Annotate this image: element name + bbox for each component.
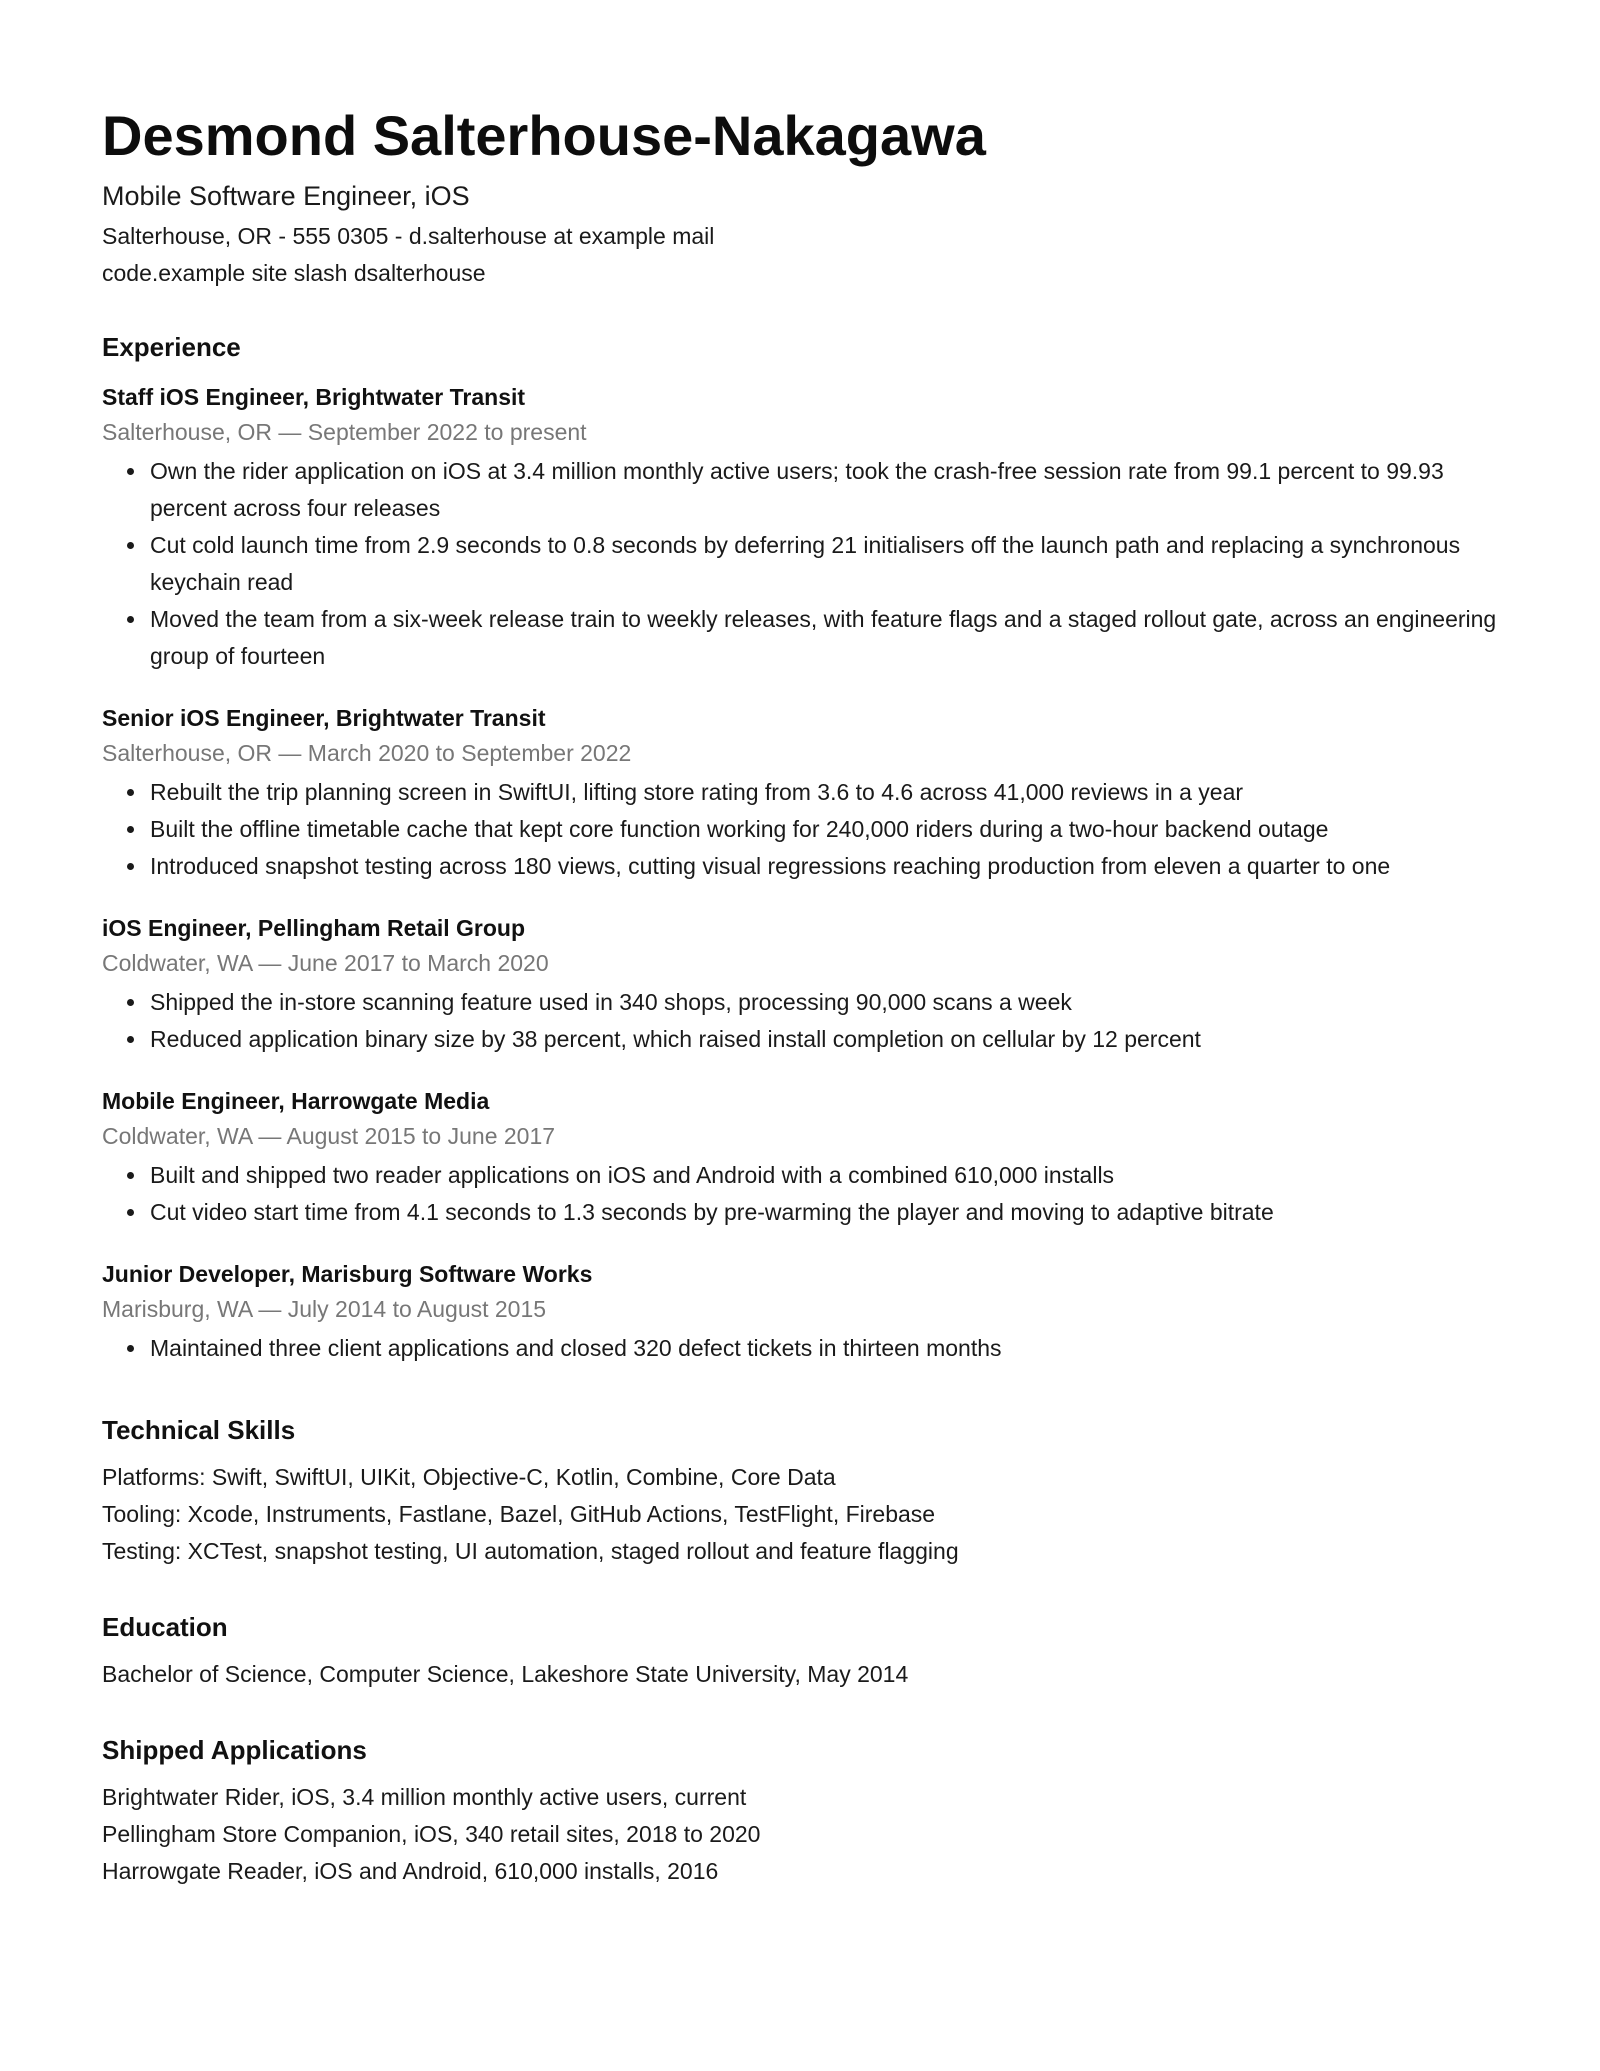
skills-line: Tooling: Xcode, Instruments, Fastlane, Bazel, GitHub Actions, TestFlight, Firebase [102,1501,936,1527]
experience-bullet: • Reduced application binary size by 38 percent, which raised install completion on cellular by 12 percent [148,1021,1520,1058]
contact-info [102,218,1520,292]
education-line: Bachelor of Science, Computer Science, Lakeshore State University, May 2014 [102,1661,909,1687]
experience-entry [102,701,1520,885]
experience-bullet: • Own the rider application on iOS at 3.4 million monthly active users; took the crash-free session rate from 99.1 percent to 99.93 percent across four releases [148,453,1520,527]
experience-bullet: • Built and shipped two reader applications on iOS and Android with a combined 610,000 installs [148,1157,1520,1194]
experience-entry [102,911,1520,1058]
experience-meta: Salterhouse, OR — March 2020 to September 2022 [102,740,632,766]
skills-heading: Technical Skills [102,1415,296,1445]
skills-line: Testing: XCTest, snapshot testing, UI automation, staged rollout and feature flagging [102,1538,959,1564]
experience-meta: Salterhouse, OR — September 2022 to present [102,419,587,445]
experience-title: Mobile Engineer, Harrowgate Media [102,1088,490,1114]
experience-entry [102,1257,1520,1367]
experience-title: Staff iOS Engineer, Brightwater Transit [102,384,526,410]
experience-meta: Coldwater, WA — August 2015 to June 2017 [102,1123,556,1149]
education-heading: Education [102,1612,228,1642]
job-title: Mobile Software Engineer, iOS [102,181,470,211]
application-line: Pellingham Store Companion, iOS, 340 retail sites, 2018 to 2020 [102,1821,761,1847]
skills-line: Platforms: Swift, SwiftUI, UIKit, Objective-C, Kotlin, Combine, Core Data [102,1464,836,1490]
experience-bullet: • Introduced snapshot testing across 180 views, cutting visual regressions reaching production from eleven a quarter to one [148,848,1520,885]
education-list [102,1656,1520,1693]
experience-bullet: • Built the offline timetable cache that kept core function working for 240,000 riders during a two-hour backend outage [148,811,1520,848]
experience-title: iOS Engineer, Pellingham Retail Group [102,915,526,941]
applications-list [102,1779,1520,1890]
application-line: Brightwater Rider, iOS, 3.4 million monthly active users, current [102,1784,747,1810]
experience-bullets [102,453,1520,675]
experience-meta: Marisburg, WA — July 2014 to August 2015 [102,1296,547,1322]
experience-title: Junior Developer, Marisburg Software Works [102,1261,593,1287]
experience-bullets [102,774,1520,885]
experience-bullets [102,1157,1520,1231]
experience-title: Senior iOS Engineer, Brightwater Transit [102,705,546,731]
experience-bullet: • Moved the team from a six-week release train to weekly releases, with feature flags and a staged rollout gate, across an engineering group of fourteen [148,601,1520,675]
contact-line: Salterhouse, OR - 555 0305 - d.salterhouse at example mail [102,223,715,249]
experience-bullets [102,1330,1520,1367]
experience-bullet: • Cut cold launch time from 2.9 seconds to 0.8 seconds by deferring 21 initialisers off the launch path and replacing a synchronous keychain read [148,527,1520,601]
applications-heading: Shipped Applications [102,1735,367,1765]
experience-entry [102,380,1520,675]
experience-bullet: • Shipped the in-store scanning feature used in 340 shops, processing 90,000 scans a week [148,984,1520,1021]
application-line: Harrowgate Reader, iOS and Android, 610,000 installs, 2016 [102,1858,719,1884]
candidate-name: Desmond Salterhouse-Nakagawa [102,104,986,167]
experience-entry [102,1084,1520,1231]
experience-bullet: • Rebuilt the trip planning screen in SwiftUI, lifting store rating from 3.6 to 4.6 across 41,000 reviews in a year [148,774,1520,811]
experience-bullet: • Cut video start time from 4.1 seconds to 1.3 seconds by pre-warming the player and moving to adaptive bitrate [148,1194,1520,1231]
experience-bullets [102,984,1520,1058]
website-line: code.example site slash dsalterhouse [102,260,486,286]
experience-heading: Experience [102,332,241,362]
experience-bullet: • Maintained three client applications and closed 320 defect tickets in thirteen months [148,1330,1520,1367]
experience-meta: Coldwater, WA — June 2017 to March 2020 [102,950,549,976]
skills-list [102,1459,1520,1570]
